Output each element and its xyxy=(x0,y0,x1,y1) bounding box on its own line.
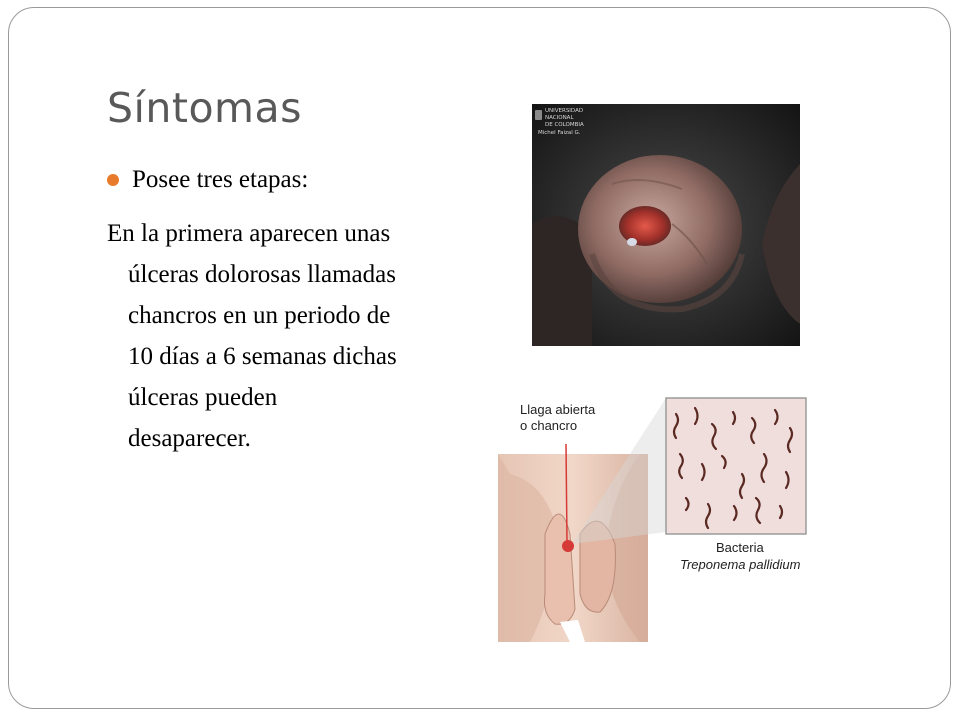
photo-caption xyxy=(545,108,584,129)
bullet-item xyxy=(107,166,308,194)
body-line: 10 días a 6 semanas dichas xyxy=(128,343,397,370)
anatomy-diagram xyxy=(490,394,812,648)
body-line: chancros en un periodo de xyxy=(128,302,391,329)
body-line: desaparecer. xyxy=(128,425,251,452)
photo-credit: Michel Faizal G. xyxy=(538,130,581,136)
clinical-photo xyxy=(532,104,800,346)
bacteria-species-label: Treponema pallidium xyxy=(680,557,801,572)
lesion-label-line: o chancro xyxy=(520,418,578,433)
lesion-label-line: Llaga abierta xyxy=(520,402,596,417)
clinical-photo-graphic xyxy=(532,104,800,346)
body-line: úlceras pueden xyxy=(128,384,278,411)
body-paragraph xyxy=(107,213,477,459)
bullet-dot-icon xyxy=(107,174,119,186)
university-seal-icon xyxy=(535,110,542,120)
caption-line: NACIONAL xyxy=(545,115,574,121)
caption-line: UNIVERSIDAD xyxy=(545,108,584,114)
bacteria-label: Bacteria xyxy=(716,540,764,555)
lesion-label xyxy=(520,402,595,434)
body-line: úlceras dolorosas llamadas xyxy=(128,261,396,288)
caption-line: DE COLOMBIA xyxy=(545,122,584,128)
slide-title: Síntomas xyxy=(107,84,302,132)
bullet-text: Posee tres etapas: xyxy=(132,166,309,193)
body-line: En la primera aparecen unas xyxy=(107,220,391,247)
